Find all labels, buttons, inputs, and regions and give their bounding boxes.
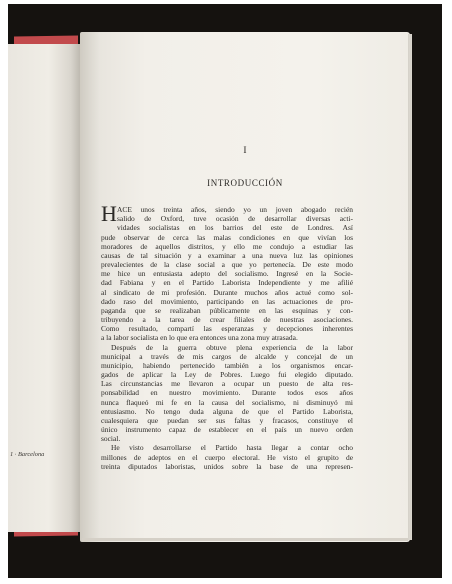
text-line: treinta diputados laboristas, unidos sobre la base de una represen- — [101, 461, 353, 471]
text-line: tribuyendo a la tarea de crear filiales de nuestras asociaciones. — [101, 315, 353, 325]
text-line: municipio, habiendo pertenecido también a los organismos encar- — [101, 360, 353, 370]
text-line: a la labor socialista en lo que era entonces una zona muy atrasada. — [101, 333, 298, 343]
text-line: al sindicato de mi profesión. Durante muchos años actué como sol- — [101, 287, 353, 297]
text-line: Después de la guerra obtuve plena experiencia de la labor — [111, 342, 353, 352]
text-line: gados de aplicar la Ley de Pobres. Luego fui elegido diputado. — [101, 370, 353, 380]
text-line: único instrumento capaz de establecer en el país un nuevo orden — [101, 425, 353, 435]
page-bottom-edges — [82, 538, 408, 541]
page-edges — [408, 34, 412, 540]
text-line: pude observar de cerca las malas condiciones en que vivían los — [101, 232, 353, 242]
chapter-title: INTRODUCCIÓN — [207, 178, 283, 188]
drop-cap: H — [101, 201, 117, 226]
text-line: nunca flaqueó mi fe en la causa del socialismo, ni disminuyó mi — [101, 397, 353, 407]
left-page — [8, 44, 82, 532]
text-line: vidades socialistas en los barrios del este de Londres. Así — [117, 223, 353, 233]
text-line: ponsabilidad en nuestro movimiento. Durante todos esos años — [101, 388, 353, 398]
text-line: municipal a través de mis cargos de alcalde y concejal de un — [101, 351, 353, 361]
text-line: moradores de aquellos distritos, y ello me condujo a estudiar las — [101, 241, 353, 251]
text-line: dado raso del movimiento, participando en las actuaciones de pro- — [101, 296, 353, 306]
text-line: Como resultado, compartí las esperanzas y decepciones inherentes — [101, 324, 353, 334]
chapter-number: I — [243, 146, 247, 156]
text-line: cualesquiera que puedan ser sus faltas y fracasos, constituye el — [101, 415, 353, 425]
text-line: me hice un entusiasta adepto del socialismo. Ingresé en la Socie- — [101, 269, 353, 279]
text-line: entusiasmo. No tengo duda alguna de que el Partido Laborista, — [101, 406, 353, 416]
body-text — [101, 201, 353, 471]
text-line: dad Fabiana y en el Partido Laborista Independiente y me afilié — [101, 278, 353, 288]
text-line: causas de tal situación y a examinar a una nueva luz las opiniones — [101, 250, 353, 260]
text-line: paganda que se realizaban públicamente en las esquinas y con- — [101, 305, 353, 315]
text-line: social. — [101, 434, 121, 444]
text-line: Las circunstancias me llevaron a ocupar un puesto de alta res- — [101, 379, 353, 389]
text-line: ACE unos treinta años, siendo yo un joven abogado recién — [117, 205, 353, 214]
text-line: He visto desarrollarse el Partido hasta llegar a contar ocho — [111, 443, 353, 453]
left-page-footer: 1 · Barcelona — [10, 451, 45, 458]
text-line: millones de adeptos en el cuerpo electoral. He visto el grupito de — [101, 452, 353, 462]
text-line: salido de Oxford, tuve ocasión de desarrollar diversas acti- — [117, 214, 353, 224]
text-line: prevalecientes de la clase social a que yo pertenecía. De este modo — [101, 260, 353, 270]
